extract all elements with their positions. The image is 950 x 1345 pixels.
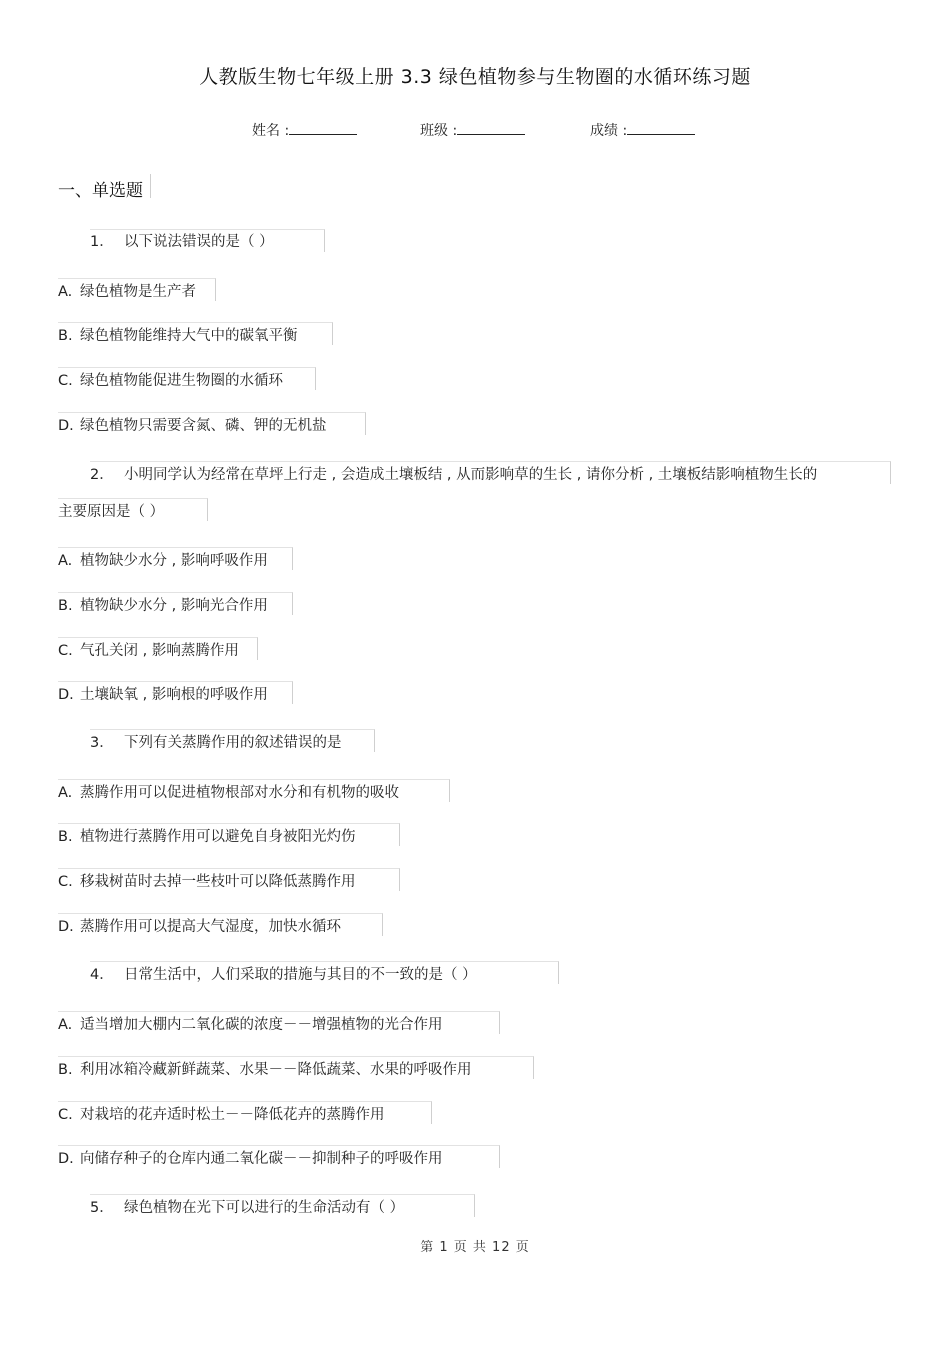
option-text: 绿色植物能促进生物圈的水循环 <box>80 373 283 389</box>
page-title: 人教版生物七年级上册 3.3 绿色植物参与生物圈的水循环练习题 <box>199 66 751 88</box>
question-text: 以下说法错误的是（ ） <box>124 234 274 250</box>
option-letter: C. <box>58 643 73 659</box>
score-label: 成绩 : <box>590 123 628 139</box>
option-text: 向储存种子的仓库内通二氧化碳－－抑制种子的呼吸作用 <box>80 1151 443 1167</box>
text-box-edge <box>90 461 891 484</box>
question-number: 4． <box>90 967 114 983</box>
option-text: 适当增加大棚内二氧化碳的浓度－－增强植物的光合作用 <box>80 1017 443 1033</box>
text-box-edge <box>90 729 375 752</box>
text-box-edge <box>58 367 316 390</box>
text-box-edge <box>58 868 400 891</box>
text-box-edge <box>58 1101 432 1124</box>
score-blank <box>627 120 695 135</box>
text-box-edge <box>58 322 333 345</box>
text-box-edge <box>58 592 293 615</box>
question-number: 2． <box>90 467 114 483</box>
text-box-edge <box>58 412 366 435</box>
option-letter: D. <box>58 1151 74 1167</box>
option-letter: A. <box>58 553 73 569</box>
option-text: 蒸腾作用可以提高大气湿度，加快水循环 <box>80 919 341 935</box>
page-number: 第 1 页 共 12 页 <box>420 1240 530 1255</box>
option-letter: D. <box>58 687 74 703</box>
option-letter: D. <box>58 418 74 434</box>
class-field <box>420 120 525 140</box>
question-text: 下列有关蒸腾作用的叙述错误的是 <box>124 735 342 751</box>
text-box-edge <box>58 779 450 802</box>
option-letter: D. <box>58 919 74 935</box>
option-letter: A. <box>58 1017 73 1033</box>
text-box-edge <box>58 681 293 704</box>
text-box-edge <box>90 961 559 984</box>
option-text: 绿色植物能维持大气中的碳氧平衡 <box>80 328 298 344</box>
option-letter: C. <box>58 1107 73 1123</box>
option-letter: B. <box>58 328 73 344</box>
text-box-edge <box>58 1145 500 1168</box>
text-box-edge <box>90 1194 475 1217</box>
class-label: 班级 : <box>420 123 458 139</box>
question-number: 5． <box>90 1200 114 1216</box>
text-box-edge <box>58 498 208 521</box>
option-text: 植物缺少水分 , 影响光合作用 <box>80 598 268 614</box>
option-letter: B. <box>58 829 73 845</box>
score-field <box>590 120 695 140</box>
text-box-edge <box>58 1011 500 1034</box>
option-text: 对栽培的花卉适时松土－－降低花卉的蒸腾作用 <box>80 1107 385 1123</box>
question-text: 小明同学认为经常在草坪上行走 , 会造成土壤板结 , 从而影响草的生长 , 请你分析 , 土壤板结影响植物生长的 <box>124 467 818 483</box>
option-text: 绿色植物是生产者 <box>80 284 196 300</box>
text-box-edge <box>58 1056 534 1079</box>
option-letter: A. <box>58 284 73 300</box>
option-text: 气孔关闭 , 影响蒸腾作用 <box>80 643 239 659</box>
option-letter: C. <box>58 373 73 389</box>
name-blank <box>289 120 357 135</box>
option-letter: B. <box>58 1062 73 1078</box>
option-letter: B. <box>58 598 73 614</box>
option-text: 土壤缺氧 , 影响根的呼吸作用 <box>80 687 268 703</box>
text-box-edge <box>58 547 293 570</box>
question-number: 3． <box>90 735 114 751</box>
text-box-edge <box>58 278 216 301</box>
text-box-edge <box>58 637 258 660</box>
option-letter: A. <box>58 785 73 801</box>
option-text: 移栽树苗时去掉一些枝叶可以降低蒸腾作用 <box>80 874 356 890</box>
question-text: 绿色植物在光下可以进行的生命活动有（ ） <box>124 1200 405 1216</box>
question-text: 日常生活中，人们采取的措施与其目的不一致的是（ ） <box>124 967 477 983</box>
option-text: 植物缺少水分 , 影响呼吸作用 <box>80 553 268 569</box>
option-text: 绿色植物只需要含氮、磷、钾的无机盐 <box>80 418 327 434</box>
text-box-edge <box>58 823 400 846</box>
student-name-field <box>252 120 357 140</box>
option-letter: C. <box>58 874 73 890</box>
text-box-edge <box>150 174 151 198</box>
question-number: 1． <box>90 234 114 250</box>
option-text: 利用冰箱冷藏新鲜蔬菜、水果－－降低蔬菜、水果的呼吸作用 <box>80 1062 472 1078</box>
name-label: 姓名 : <box>252 123 290 139</box>
text-box-edge <box>58 913 383 936</box>
option-text: 植物进行蒸腾作用可以避免自身被阳光灼伤 <box>80 829 356 845</box>
section-heading: 一、单选题 <box>58 181 143 201</box>
text-box-edge <box>90 229 325 252</box>
question-2-continued: 主要原因是（ ） <box>58 504 165 520</box>
option-text: 蒸腾作用可以促进植物根部对水分和有机物的吸收 <box>80 785 399 801</box>
class-blank <box>457 120 525 135</box>
